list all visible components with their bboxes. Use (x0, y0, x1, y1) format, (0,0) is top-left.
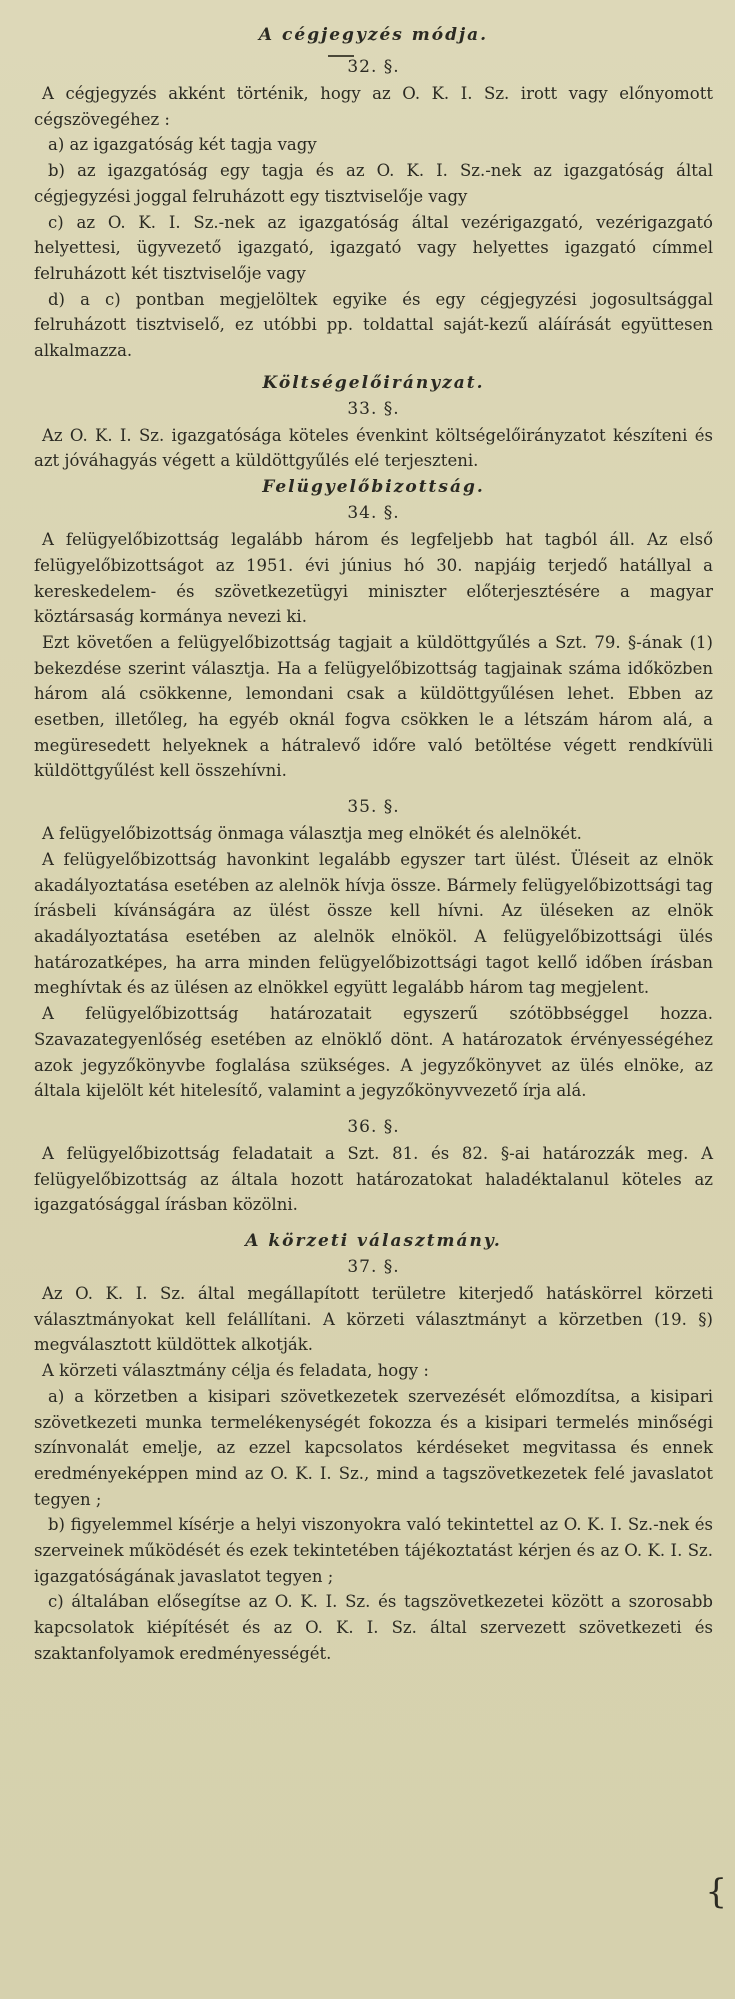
decorative-dash (328, 55, 354, 57)
paragraph-number-33: 33. §. (347, 398, 400, 419)
section-title-korzeti: A körzeti választmány. (245, 1231, 502, 1252)
list-item: b) figyelemmel kísérje a helyi viszonyokra való tekintettel az O. K. I. Sz.-nek és szerveinek működését és ezek tekintetében tájékoztatást kérjen és az O. K. I. Sz. igazgatóságának javaslatot tegyen ; (34, 1515, 713, 1586)
paragraph-number-37: 37. §. (347, 1257, 400, 1278)
section-title-koltsegeloiranyzat: Költségelőirányzat. (262, 372, 485, 393)
paragraph-number-34: 34. §. (347, 503, 400, 524)
list-item: b) az igazgatóság egy tagja és az O. K. I. Sz.-nek az igazgatóság által cégjegyzési joggal felruházott egy tisztviselője vagy (34, 161, 713, 206)
margin-brace-mark: { (705, 1872, 727, 1912)
paragraph-33-text: Az O. K. I. Sz. igazgatósága köteles évenkint költségelőirányzatot készíteni és azt jóváhagyás végett a küldöttgyűlés elé terjeszteni. (34, 425, 713, 471)
list-item: d) a c) pontban megjelöltek egyike és egy cégjegyzési jogosultsággal felruházott tisztviselő, ez utóbbi pp. toldattal saját-kezű aláírását együttesen alkalmazza. (34, 289, 713, 361)
paragraph-36-text: A felügyelőbizottság feladatait a Szt. 81. és 82. §-ai határozzák meg. A felügyelőbizottság az általa hozott határozatokat haladéktalanul köteles az igazgatósággal írásban közölni. (34, 1143, 713, 1215)
section-title-felugyelobizottsag: Felügyelőbizottság. (262, 477, 485, 498)
section-title-cegjegyzes: A cégjegyzés módja. (258, 25, 489, 45)
paragraph-32-intro: A cégjegyzés akként történik, hogy az O. K. I. Sz. irott vagy előnyomott cégszövegéhez : (34, 84, 713, 129)
list-item: a) az igazgatóság két tagja vagy (48, 135, 317, 155)
list-item: c) az O. K. I. Sz.-nek az igazgatóság által vezérigazgató, vezérigazgató helyettesi, ügyvezető igazgató, igazgató vagy helyettes igazgató címmel felruházott két tisztviselője vagy (34, 212, 713, 283)
paragraph-37-text: Az O. K. I. Sz. által megállapított területre kiterjedő hatáskörrel körzeti választmányokat kell felállítani. A körzeti választmányt a körzetben (19. §) megválasztott küldöttek alkotják. (34, 1284, 713, 1355)
paragraph-number-35: 35. §. (347, 797, 400, 818)
paragraph-37-text: A körzeti választmány célja és feladata, hogy : (42, 1361, 429, 1381)
list-item: c) általában elősegítse az O. K. I. Sz. és tagszövetkezetei között a szorosabb kapcsolatok kiépítését és az O. K. I. Sz. által szervezett szövetkezeti és szaktanfolyamok eredményességét. (34, 1592, 713, 1663)
paragraph-35-text: A felügyelőbizottság önmaga választja meg elnökét és alelnökét. (42, 824, 582, 844)
paragraph-35-text: A felügyelőbizottság havonkint legalább egyszer tart ülést. Üléseit az elnök akadályoztatása esetében az alelnök hívja össze. Bármely felügyelőbizottsági tag írásbeli kívánságára az ülést össze kell hívni. Az üléseken az elnök akadályoztatása esetében az alelnök elnököl. A felügyelőbizottsági ülés határozatképes, ha arra minden felügyelőbizottsági tagot kellő időben írásban meghívtak és az ülésen az elnökkel együtt legalább három tag megjelent. (34, 849, 713, 998)
paragraph-34-text: A felügyelőbizottság legalább három és legfeljebb hat tagból áll. Az első felügyelőbizottságot az 1951. évi június hó 30. napjáig terjedő hatállyal a kereskedelem- és szövetkezetügyi miniszter előterjesztésére a magyar köztársaság kormánya nevezi ki. (34, 530, 713, 627)
paragraph-35-text: A felügyelőbizottság határozatait egyszerű szótöbbséggel hozza. Szavazategyenlőség esetében az elnöklő dönt. A határozatok érvényességéhez azok jegyzőkönyvbe foglalása szükséges. A jegyzőkönyvet az ülés elnöke, az általa kijelölt két hitelesítő, valamint a jegyzőkönyvvezető írja alá. (34, 1004, 713, 1101)
paragraph-34-text: Ezt követően a felügyelőbizottság tagjait a küldöttgyűlés a Szt. 79. §-ának (1) bekezdése szerint választja. Ha a felügyelőbizottság tagjainak száma időközben három alá csökkenne, lemondani csak a küldöttgyűlésen lehet. Ebben az esetben, illetőleg, ha egyéb oknál fogva csökken le a létszám három alá, a megüresedett helyeknek a hátralevő időre való betöltése végett rendkívüli küldöttgyűlést kell összehívni. (34, 632, 713, 781)
paragraph-number-36: 36. §. (347, 1116, 400, 1137)
paragraph-number-32: 32. §. (347, 57, 400, 77)
list-item: a) a körzetben a kisipari szövetkezetek szervezését előmozdítsa, a kisipari szövetkezeti munka termelékenységét fokozza és a kisipari termelés minőségi színvonalát emelje, az ezzel kapcsolatos kérdéseket megvitassa és ennek eredményeképpen mind az O. K. I. Sz., mind a tagszövetkezetek felé javaslatot tegyen ; (34, 1386, 713, 1509)
